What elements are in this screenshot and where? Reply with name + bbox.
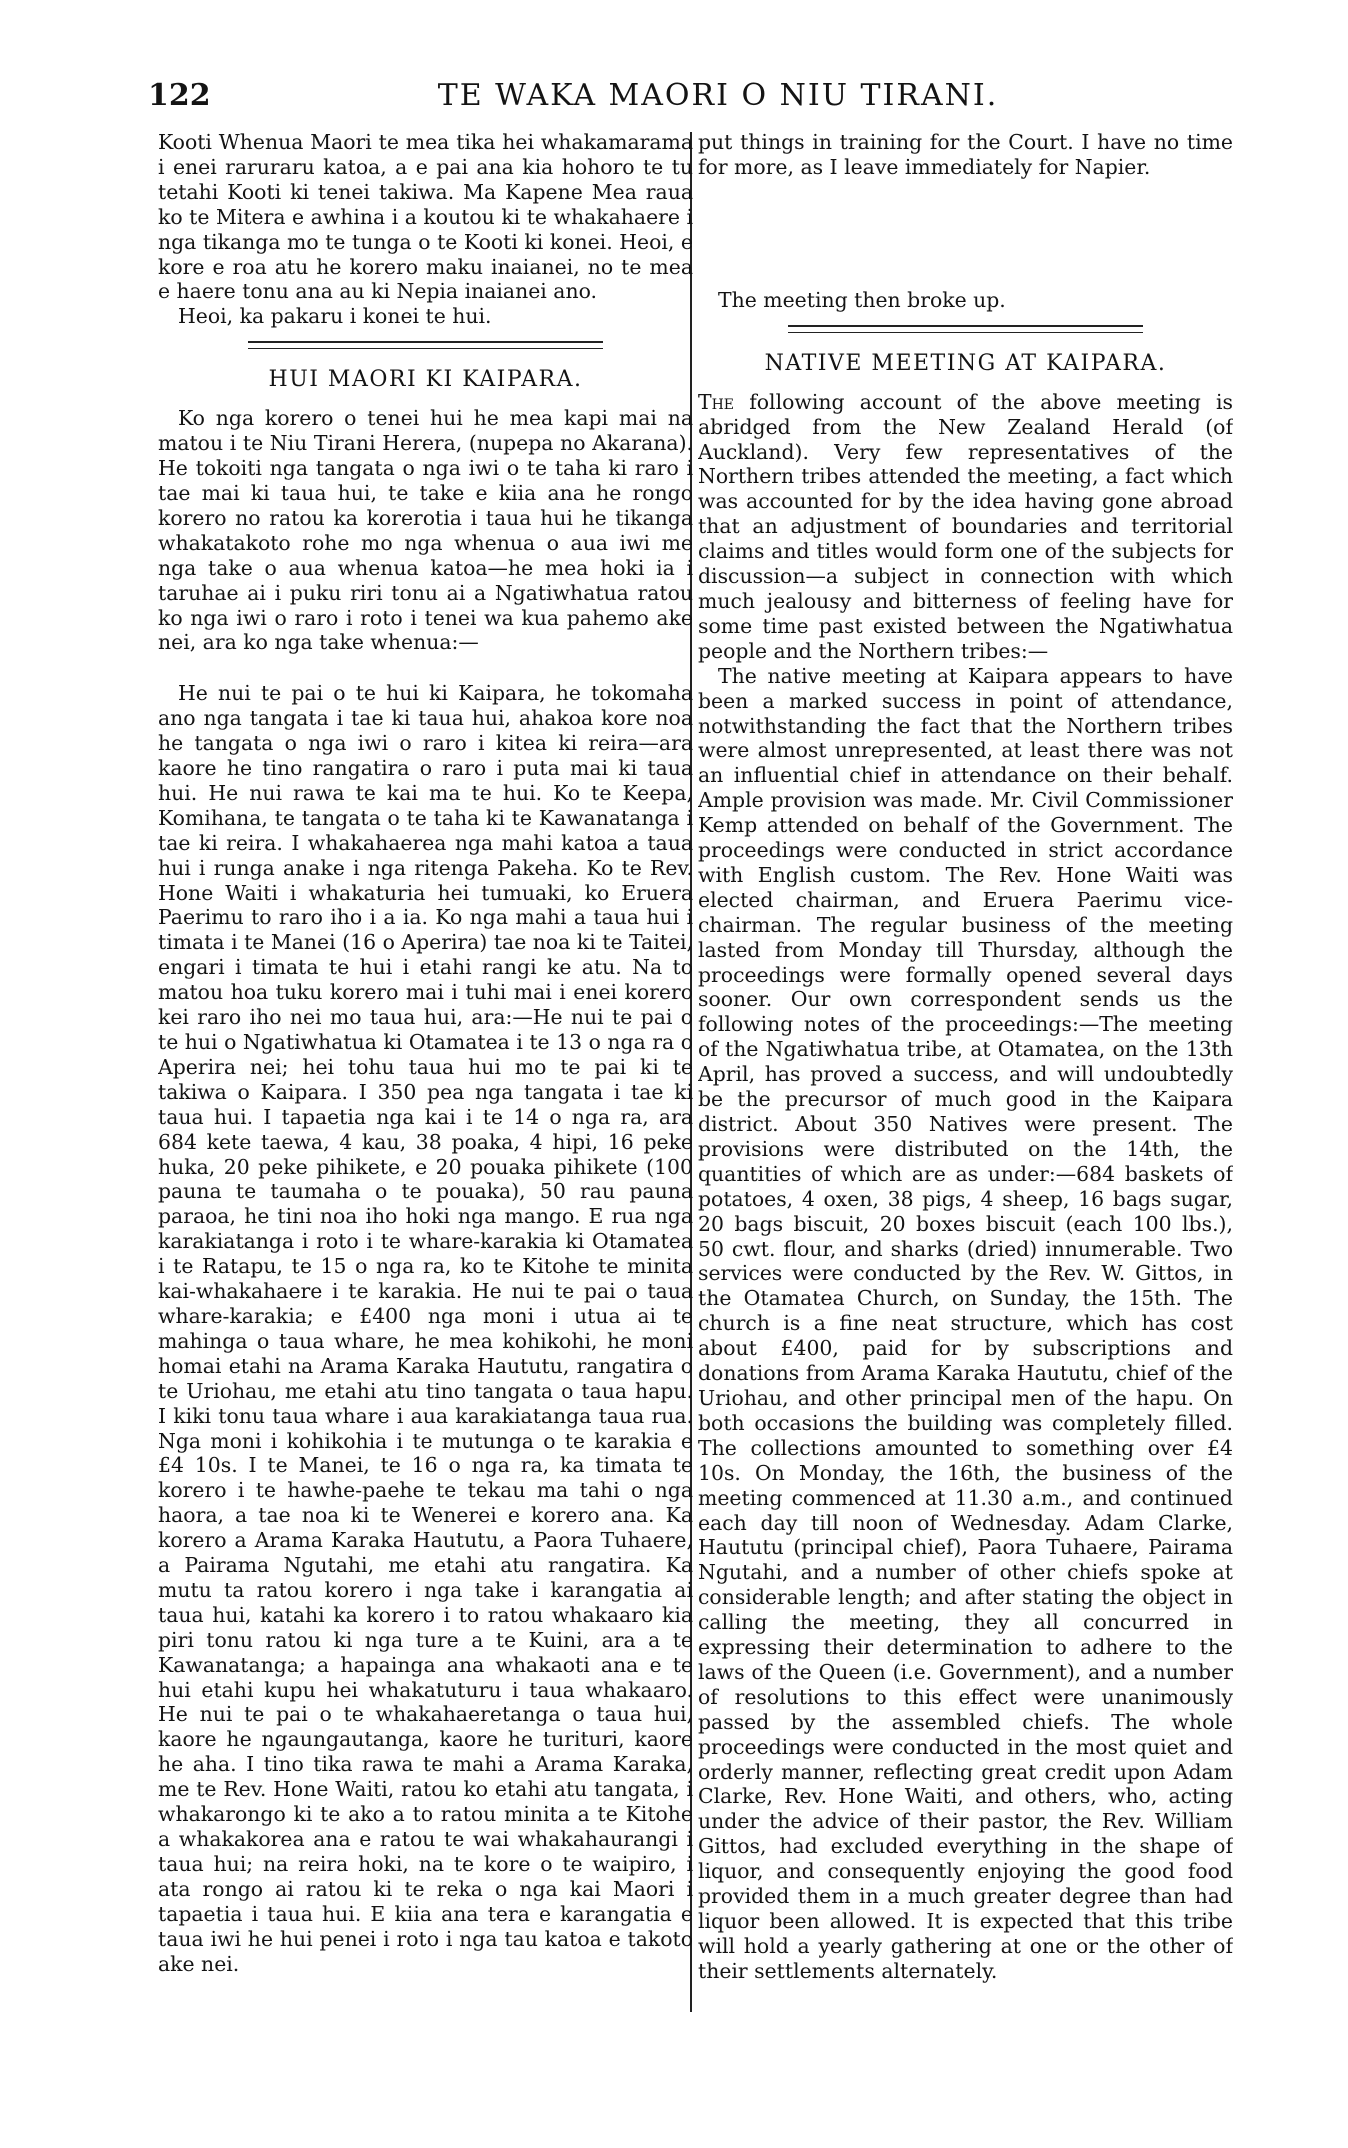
english-column xyxy=(698,130,1233,2120)
closing-line: Heoi, ka pakaru i konei te hui. xyxy=(178,304,492,329)
journal-title: TE WAKA MAORI O NIU TIRANI. xyxy=(437,78,999,113)
section-heading: HUI MAORI KI KAIPARA. xyxy=(268,367,583,393)
paragraph-gap xyxy=(158,655,693,681)
continued-paragraph: put things in training for the Court. I have no time for more, as I leave immediately for Napier. xyxy=(698,130,1233,179)
article-paragraph: Ko nga korero o tenei hui he mea kapi mai na matou i te Niu Tirani Herera, (nupepa no Akarana). He tokoiti nga tangata o nga iwi o te taha ki raro i tae mai ki taua hui, te take e kiia ana he rongo korero no ratou ka korerotia i taua hui he tikanga whakatakoto rohe mo nga whenua o aua iwi me nga take o aua whenua katoa—he mea hoki ia i taruhae ai i puku riri tonu ai a Ngatiwhatua ratou ko nga iwi o raro i roto i tenei wa kua pahemo ake nei, ara ko nga take whenua:— xyxy=(158,406,693,655)
page-number: 122 xyxy=(148,78,211,113)
lead-paragraph-text: following account of the above meeting is abridged from the New Zealand Herald (of Auckland). Very few representatives of the Northern tribes attended the meeting, a fact which was accounted for by the idea having gone abroad that an adjustment of boundaries and territorial claims and titles would form one of the subjects for discussion—a subject in connection with which much jealousy and bitterness of feeling have for some time past existed between the Ngatiwhatua people and the Northern tribes:— xyxy=(698,389,1233,663)
closing-line: The meeting then broke up. xyxy=(718,287,1006,312)
article-paragraph: The native meeting at Kaipara appears to have been a marked success in point of attendance, notwithstanding the fact that the Northern tribes were almost unrepresented, at least there was not an influential chief in attendance on their behalf. Ample provision was made. Mr. Civil Commissioner Kemp attended on behalf of the Government. The proceedings were conducted in strict accordance with English custom. The Rev. Hone Waiti was elected chairman, and Eruera Paerimu vice-chairman. The regular business of the meeting lasted from Monday till Thursday, although the proceedings were formally opened several days sooner. Our own correspondent sends us the following notes of the proceedings:—The meeting of the Ngatiwhatua tribe, at Otamatea, on the 13th April, has proved a success, and will undoubtedly be the precursor of much good in the Kaipara district. About 350 Natives were present. The provisions were distributed on the 14th, the quantities of which are as under:—684 baskets of potatoes, 4 oxen, 38 pigs, 4 sheep, 16 bags sugar, 20 bags biscuit, 20 boxes biscuit (each 100 lbs.), 50 cwt. flour, and sharks (dried) innumerable. Two services were conducted by the Rev. W. Gittos, in the Otamatea Church, on Sunday, the 15th. The church is a fine neat structure, which has cost about £400, paid for by subscriptions and donations from Arama Karaka Haututu, chief of the Uriohau, and other principal men of the hapu. On both occasions the building was completely filled. The collections amounted to something over £4 10s. On Monday, the 16th, the business of the meeting commenced at 11.30 a.m., and continued each day till noon of Wednesday. Adam Clarke, Haututu (principal chief), Paora Tuhaere, Pairama Ngutahi, and a number of other chiefs spoke at considerable length; and after stating the object in calling the meeting, they all concurred in expressing their determination to adhere to the laws of the Queen (i.e. Government), and a number of resolutions to this effect were unanimously passed by the assembled chiefs. The whole proceedings were conducted in the most quiet and orderly manner, reflecting great credit upon Adam Clarke, Rev. Hone Waiti, and others, who, acting under the advice of their pastor, the Rev. William Gittos, had excluded everything in the shape of liquor, and consequently enjoying the good food provided them in a much greater degree than had liquor been allowed. It is expected that this tribe will hold a yearly gathering at one or the other of their settlements alternately. xyxy=(698,663,1233,1983)
article-paragraph xyxy=(698,390,1233,664)
article-paragraph: He nui te pai o te hui ki Kaipara, he tokomaha ano nga tangata i tae ki taua hui, ahakoa kore noa he tangata o nga iwi o raro i kitea ki reira—ara kaore he tino rangatira o raro i puta mai ki taua hui. He nui rawa te kai ma te hui. Ko te Keepa, Komihana, te tangata o te taha ki te Kawanatanga i tae ki reira. I whakahaerea nga mahi katoa a taua hui i runga anake i nga ritenga Pakeha. Ko te Rev. Hone Waiti i whakaturia hei tumuaki, ko Eruera Paerimu to raro iho i a ia. Ko nga mahi a taua hui i timata i te Manei (16 o Aperira) tae noa ki te Taitei, engari i timata te hui i etahi rangi ke atu. Na to matou hoa tuku korero mai i tuhi mai i enei korero kei raro iho nei mo taua hui, ara:—He nui te pai o te hui o Ngatiwhatua ki Otamatea i te 13 o nga ra o Aperira nei; hei tohu taua hui mo te pai ki te takiwa o Kaipara. I 350 pea nga tangata i tae ki taua hui. I tapaetia nga kai i te 14 o nga ra, ara 684 kete taewa, 4 kau, 38 poaka, 4 hipi, 16 peke huka, 20 peke pihikete, e 20 pouaka pihikete (100 pauna te taumaha o te pouaka), 50 rau pauna paraoa, he tini noa iho hoki nga mango. E rua nga karakiatanga i roto i te whare-karakia ki Otamatea i te Ratapu, te 15 o nga ra, ko te Kitohe te minita kai-whakahaere i te karakia. He nui te pai o taua whare-karakia; e £400 nga moni i utua ai te mahinga o taua whare, he mea kohikohi, he moni homai etahi na Arama Karaka Haututu, rangatira o te Uriohau, me etahi atu tino tangata o taua hapu. I kiki tonu taua whare i aua karakiatanga taua rua. Nga moni i kohikohia i te mutunga o te karakia e £4 10s. I te Manei, te 16 o nga ra, ka timata te korero i te hawhe-paehe te tekau ma tahi o nga haora, a tae noa ki te Wenerei e korero ana. Ka korero a Arama Karaka Haututu, a Paora Tuhaere, a Pairama Ngutahi, me etahi atu rangatira. Ka mutu ta ratou korero i nga take i karangatia ai taua hui, katahi ka korero i to ratou whakaaro kia piri tonu ratou ki nga ture a te Kuini, ara a te Kawanatanga; a hapainga ana whakaoti ana e te hui etahi kupu hei whakatuturu i taua whakaaro. He nui te pai o te whakahaeretanga o taua hui, kaore he ngaungautanga, kaore he turituri, kaore he aha. I tino tika rawa te mahi a Arama Karaka, me te Rev. Hone Waiti, ratou ko etahi atu tangata, i whakarongo ki te ako a to ratou minita a te Kitohe a whakakorea ana e ratou te wai whakahaurangi i taua hui; na reira hoki, na te kore o te waipiro, i ata rongo ai ratou ki te reka o nga kai Maori i tapaetia i taua hui. E kiia ana tera e karangatia e taua iwi he hui penei i roto i nga tau katoa e takoto ake nei. xyxy=(158,681,693,1976)
maori-column xyxy=(158,130,693,2120)
section-rule xyxy=(248,341,603,349)
running-head xyxy=(148,78,1288,120)
continued-paragraph: Kooti Whenua Maori te mea tika hei whakamarama i enei raruraru katoa, a e pai ana kia hohoro te tu tetahi Kooti ki tenei takiwa. Ma Kapene Mea raua ko te Mitera e awhina i a koutou ki te whakahaere i nga tikanga mo te tunga o te Kooti ki konei. Heoi, e kore e roa atu he korero maku inaianei, no te mea e haere tonu ana au ki Nepia inaianei ano. xyxy=(158,130,693,304)
lead-word: The xyxy=(698,389,735,414)
section-rule xyxy=(788,325,1143,333)
paragraph-gap xyxy=(698,180,1233,288)
section-heading: NATIVE MEETING AT KAIPARA. xyxy=(764,350,1167,376)
